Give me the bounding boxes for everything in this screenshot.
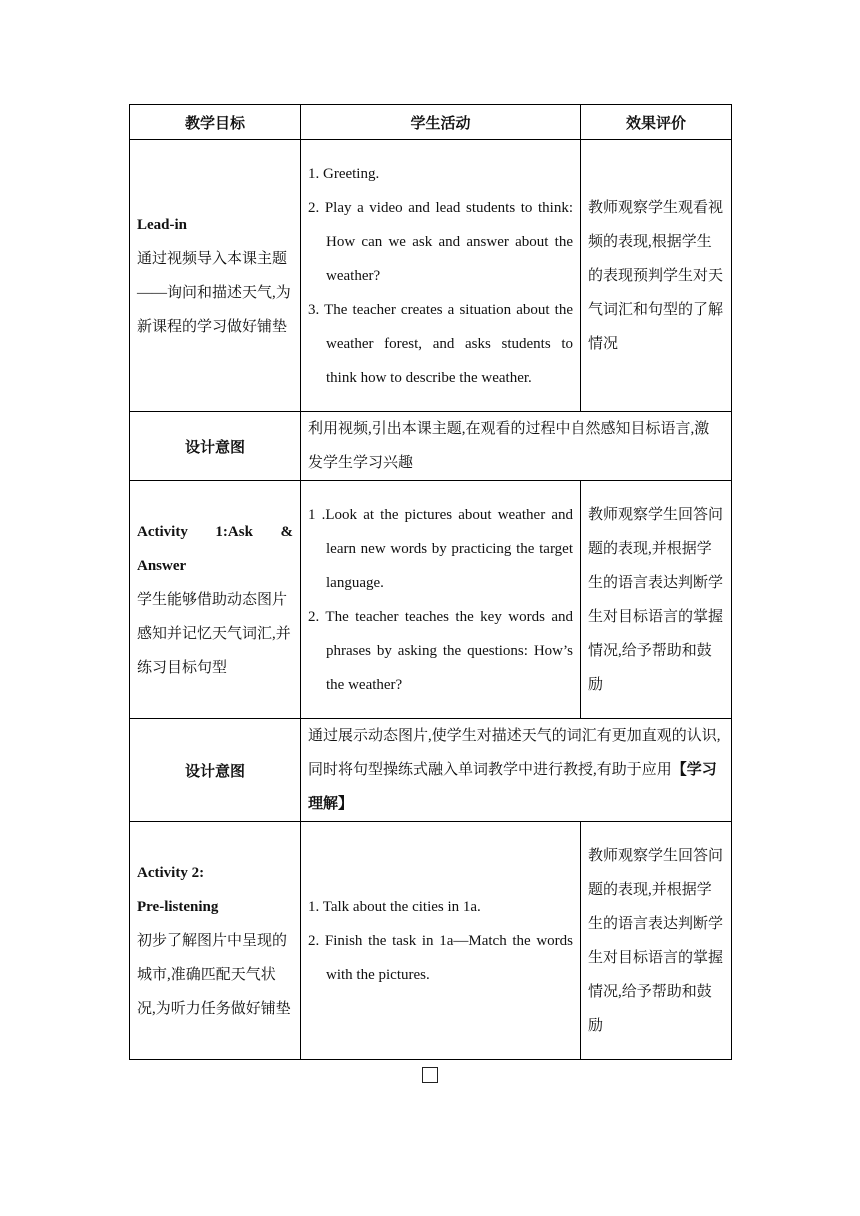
table-header-row [130,105,732,140]
header-goal: 教学目标 [130,105,301,140]
design-tag: 【学习理解】 [308,762,717,812]
list-item: 3. The teacher creates a situation about the weather forest, and asks students to think how to describe the weather. [308,301,573,386]
step-list [308,498,573,702]
step-list [308,890,573,992]
design-label: 设计意图 [130,412,301,481]
table-row [130,822,732,1060]
checkbox[interactable] [422,1067,438,1083]
activity-cell [301,481,581,719]
activity-subtitle: Pre-listening [137,898,219,915]
table-row [130,412,732,481]
list-item: 2. Finish the task in 1a—Match the words with the pictures. [308,932,573,983]
activity-title: Activity 2: [137,864,205,881]
design-text-cell [301,719,732,822]
activity-title: Activity 1:Ask & Answer [137,523,293,574]
list-item: 1. Greeting. [308,165,380,182]
goal-text: 初步了解图片中呈现的城市,准确匹配天气状况,为听力任务做好铺垫 [137,932,291,1017]
goal-cell [130,481,301,719]
activity-cell [301,140,581,412]
list-item: 1 .Look at the pictures about weather and learn new words by practicing the target language. [308,506,573,591]
header-activity: 学生活动 [301,105,581,140]
evaluation-cell: 教师观察学生回答问题的表现,并根据学生的语言表达判断学生对目标语言的掌握情况,给予帮助和鼓励 [581,822,732,1060]
list-item: 2. The teacher teaches the key words and phrases by asking the questions: How’s the weather? [308,608,573,693]
table-row [130,719,732,822]
list-item: 2. Play a video and lead students to think: How can we ask and answer about the weather? [308,199,573,284]
step-list [308,157,573,395]
list-item: 1. Talk about the cities in 1a. [308,898,481,915]
design-text: 利用视频,引出本课主题,在观看的过程中自然感知目标语言,激发学生学习兴趣 [301,412,732,481]
goal-text: 通过视频导入本课主题——询问和描述天气,为新课程的学习做好铺垫 [137,250,291,335]
evaluation-cell: 教师观察学生回答问题的表现,并根据学生的语言表达判断学生对目标语言的掌握情况,给予帮助和鼓励 [581,481,732,719]
table-row [130,481,732,719]
activity-cell [301,822,581,1060]
design-text: 通过展示动态图片,使学生对描述天气的词汇有更加直观的认识,同时将句型操练式融入单词教学中进行教授,有助于应用 [308,728,721,778]
evaluation-cell: 教师观察学生观看视频的表现,根据学生的表现预判学生对天气词汇和句型的了解情况 [581,140,732,412]
table-row [130,140,732,412]
goal-cell [130,140,301,412]
activity-title: Lead-in [137,216,188,233]
goal-text: 学生能够借助动态图片感知并记忆天气词汇,并练习目标句型 [137,591,291,676]
lesson-plan-table [129,104,732,1060]
header-evaluation: 效果评价 [581,105,732,140]
design-label: 设计意图 [130,719,301,822]
goal-cell [130,822,301,1060]
